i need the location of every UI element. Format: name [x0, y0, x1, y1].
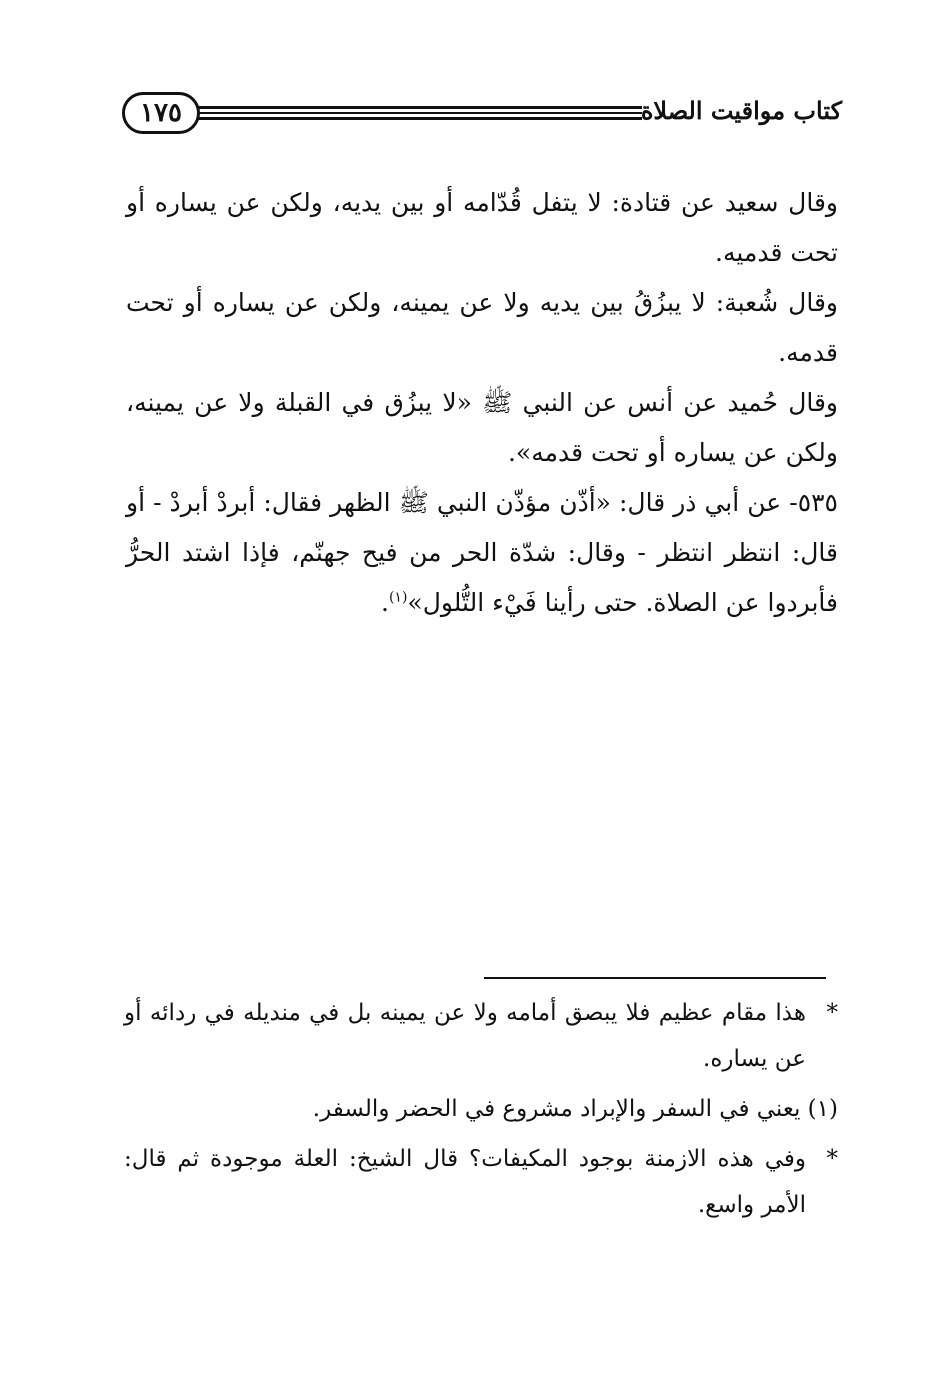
footnote-star-2-text: وفي هذه الازمنة بوجود المكيفات؟ قال الشيخ: العلة موجودة ثم قال: الأمر واسع.	[124, 1146, 806, 1218]
footnote-1-text: (١) يعني في السفر والإبراد مشروع في الحضر والسفر.	[312, 1096, 838, 1122]
footnote-1	[124, 1086, 838, 1132]
page-number: ١٧٥	[140, 98, 182, 128]
page-header	[122, 88, 842, 146]
footnote-reference: (١)	[388, 589, 408, 606]
paragraph-qatada: وقال سعيد عن قتادة: لا يتفل قُدّامه أو بين يديه، ولكن عن يساره أو تحت قدميه.	[126, 188, 838, 267]
footnote-star-2	[124, 1136, 838, 1228]
hadith-535-end: .	[380, 588, 389, 617]
star-marker: *	[826, 1146, 838, 1172]
footnotes	[124, 990, 838, 1232]
main-text	[126, 178, 838, 628]
hadith-535	[126, 478, 838, 628]
chapter-title: كتاب مواقيت الصلاة	[640, 96, 842, 125]
footnote-divider	[484, 977, 826, 979]
footnote-star-1-text: هذا مقام عظيم فلا يبصق أمامه ولا عن يمينه بل في منديله في ردائه أو عن يساره.	[124, 1000, 806, 1072]
paragraph-humaid: وقال حُميد عن أنس عن النبي ﷺ «لا يبزُق في القبلة ولا عن يمينه، ولكن عن يساره أو تحت قدمه».	[126, 388, 838, 467]
header-rule	[198, 106, 642, 120]
footnote-star-1	[124, 990, 838, 1082]
hadith-535-text: ٥٣٥- عن أبي ذر قال: «أذّن مؤذّن النبي ﷺ الظهر فقال: أبردْ أبردْ - أو قال: انتظر انتظر - وقال: شدّة الحر من فيح جهنّم، فإذا اشتد الحرُّ فأبردوا عن الصلاة. حتى رأينا فَيْء التُّلول»	[126, 488, 838, 617]
paragraph-shuba: وقال شُعبة: لا يبزُقُ بين يديه ولا عن يمينه، ولكن عن يساره أو تحت قدمه.	[126, 288, 838, 367]
page-number-badge	[122, 92, 200, 134]
star-marker: *	[826, 1000, 838, 1026]
